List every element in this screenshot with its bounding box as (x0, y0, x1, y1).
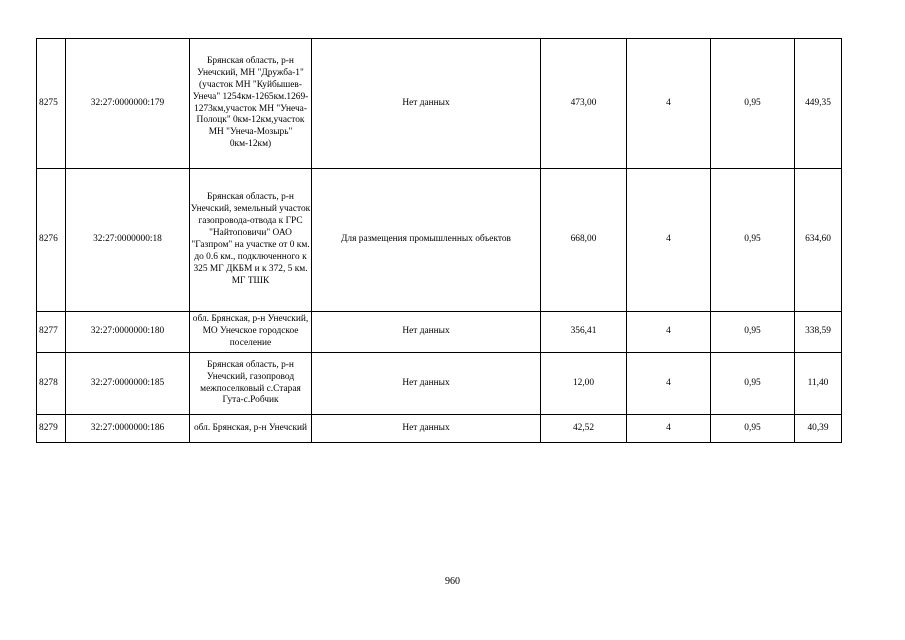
coefficient: 0,95 (711, 415, 795, 443)
cadastral-number: 32:27:0000000:180 (66, 312, 190, 353)
coefficient: 0,95 (711, 353, 795, 415)
parcel-address: Брянская область, р-н Унечский, земельный участок газопровода-отвода к ГРС "Найтоповичи" ОАО "Газпром" на участке от 0 км. до 0.6 км., подключенного к 325 МГ ДКБМ и к 372, 5 км. МГ ТШК (190, 169, 312, 312)
computed-value: 338,59 (795, 312, 842, 353)
group-number: 4 (627, 353, 711, 415)
parcel-table (36, 38, 842, 443)
cadastral-number: 32:27:0000000:186 (66, 415, 190, 443)
group-number: 4 (627, 39, 711, 169)
permitted-use: Нет данных (312, 415, 541, 443)
cadastral-number: 32:27:0000000:18 (66, 169, 190, 312)
coefficient: 0,95 (711, 39, 795, 169)
cadastral-number: 32:27:0000000:185 (66, 353, 190, 415)
parcel-address: Брянская область, р-н Унечский, МН "Дружба-1" (участок МН "Куйбышев-Унеча" 1254км-1265км.1269-1273км,участок МН "Унеча-Полоцк" 0км-12км,участок МН "Унеча-Мозырь" 0км-12км) (190, 39, 312, 169)
group-number: 4 (627, 415, 711, 443)
computed-value: 634,60 (795, 169, 842, 312)
cadastral-number: 32:27:0000000:179 (66, 39, 190, 169)
table-row (37, 353, 842, 415)
group-number: 4 (627, 312, 711, 353)
computed-value: 40,39 (795, 415, 842, 443)
parcel-area: 473,00 (541, 39, 627, 169)
coefficient: 0,95 (711, 312, 795, 353)
page-number: 960 (445, 576, 460, 587)
computed-value: 449,35 (795, 39, 842, 169)
parcel-address: обл. Брянская, р-н Унечский (190, 415, 312, 443)
row-number: 8275 (37, 39, 66, 169)
row-number: 8277 (37, 312, 66, 353)
parcel-address: Брянская область, р-н Унечский, газопровод межпоселковый с.Старая Гута-с.Робчик (190, 353, 312, 415)
permitted-use: Нет данных (312, 312, 541, 353)
row-number: 8279 (37, 415, 66, 443)
row-number: 8278 (37, 353, 66, 415)
row-number: 8276 (37, 169, 66, 312)
table-row (37, 312, 842, 353)
coefficient: 0,95 (711, 169, 795, 312)
table-row (37, 415, 842, 443)
parcel-area: 668,00 (541, 169, 627, 312)
permitted-use: Нет данных (312, 39, 541, 169)
parcel-area: 42,52 (541, 415, 627, 443)
computed-value: 11,40 (795, 353, 842, 415)
table-row (37, 169, 842, 312)
permitted-use: Для размещения промышленных объектов (312, 169, 541, 312)
group-number: 4 (627, 169, 711, 312)
permitted-use: Нет данных (312, 353, 541, 415)
table-row (37, 39, 842, 169)
parcel-area: 356,41 (541, 312, 627, 353)
parcel-area: 12,00 (541, 353, 627, 415)
parcel-address: обл. Брянская, р-н Унечский, МО Унечское городское поселение (190, 312, 312, 353)
